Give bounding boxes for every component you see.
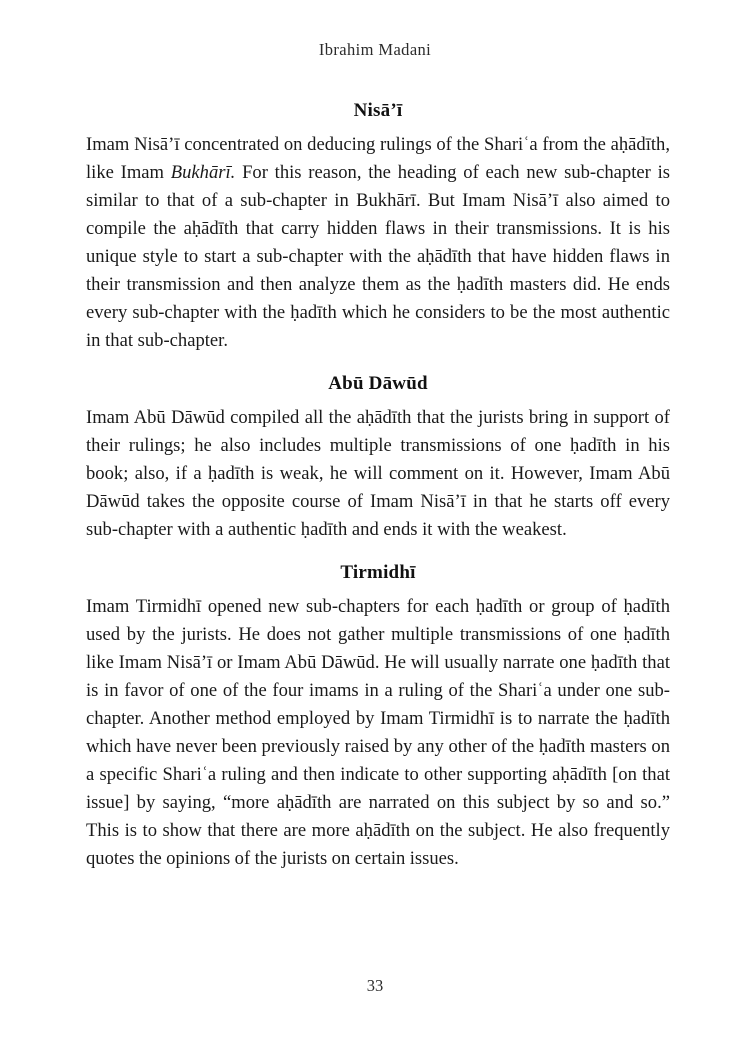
section-paragraph-tirmidhi: Imam Tirmidhī opened new sub-chapters for each ḥadīth or group of ḥadīth used by the jurists. He does not gather multiple transmissions of one ḥadīth like Imam Nisāʼī or Imam Abū Dāwūd. He will usually narrate one ḥadīth that is in favor of one of the four imams in a ruling of the Shariʿa under one sub-chapter. Another method employed by Imam Tirmidhī is to narrate the ḥadīth which have never been previously raised by any other of the ḥadīth masters on a specific Shariʿa ruling and then indicate to other supporting aḥādīth [on that issue] by saying, “more aḥādīth are narrated on this subject by so and so.” This is to show that there are more aḥādīth on the subject. He also frequently quotes the opinions of the jurists on certain issues. — [86, 596, 670, 869]
section-heading-nisai: Nisāʼī — [353, 100, 403, 121]
section-heading-tirmidhi: Tirmidhī — [340, 562, 416, 583]
paragraph-text-part: Imam Nisāʼī concentrated on deducing rulings of the Shariʿa from the aḥādīth, like Imam — [86, 134, 670, 183]
section-heading-abu-dawud: Abū Dāwūd — [328, 373, 428, 394]
page-number: 33 — [366, 976, 384, 995]
page-body — [86, 100, 670, 873]
paragraph-text-part: For this reason, the heading of each new sub-chapter is similar to that of a sub-chapter in Bukhārī. But Imam Nisāʼī also aimed to compile the aḥādīth that carry hidden flaws in their transmissions. It is his unique style to start a sub-chapter with the aḥādīth that have hidden flaws in their transmission and then analyze them as the ḥadīth masters did. He ends every sub-chapter with the ḥadīth which he considers to be the most authentic in that sub-chapter. — [86, 162, 670, 351]
running-header: Ibrahim Madani — [318, 40, 432, 59]
section-paragraph-abu-dawud: Imam Abū Dāwūd compiled all the aḥādīth that the jurists bring in support of their rulings; he also includes multiple transmissions of one ḥadīth in his book; also, if a ḥadīth is weak, he will comment on it. However, Imam Abū Dāwūd takes the opposite course of Imam Nisāʼī in that he starts off every sub-chapter with a authentic ḥadīth and ends it with the weakest. — [86, 407, 670, 540]
section-paragraph-nisai — [86, 131, 670, 355]
italic-term-bukhari: Bukhārī. — [170, 162, 236, 183]
